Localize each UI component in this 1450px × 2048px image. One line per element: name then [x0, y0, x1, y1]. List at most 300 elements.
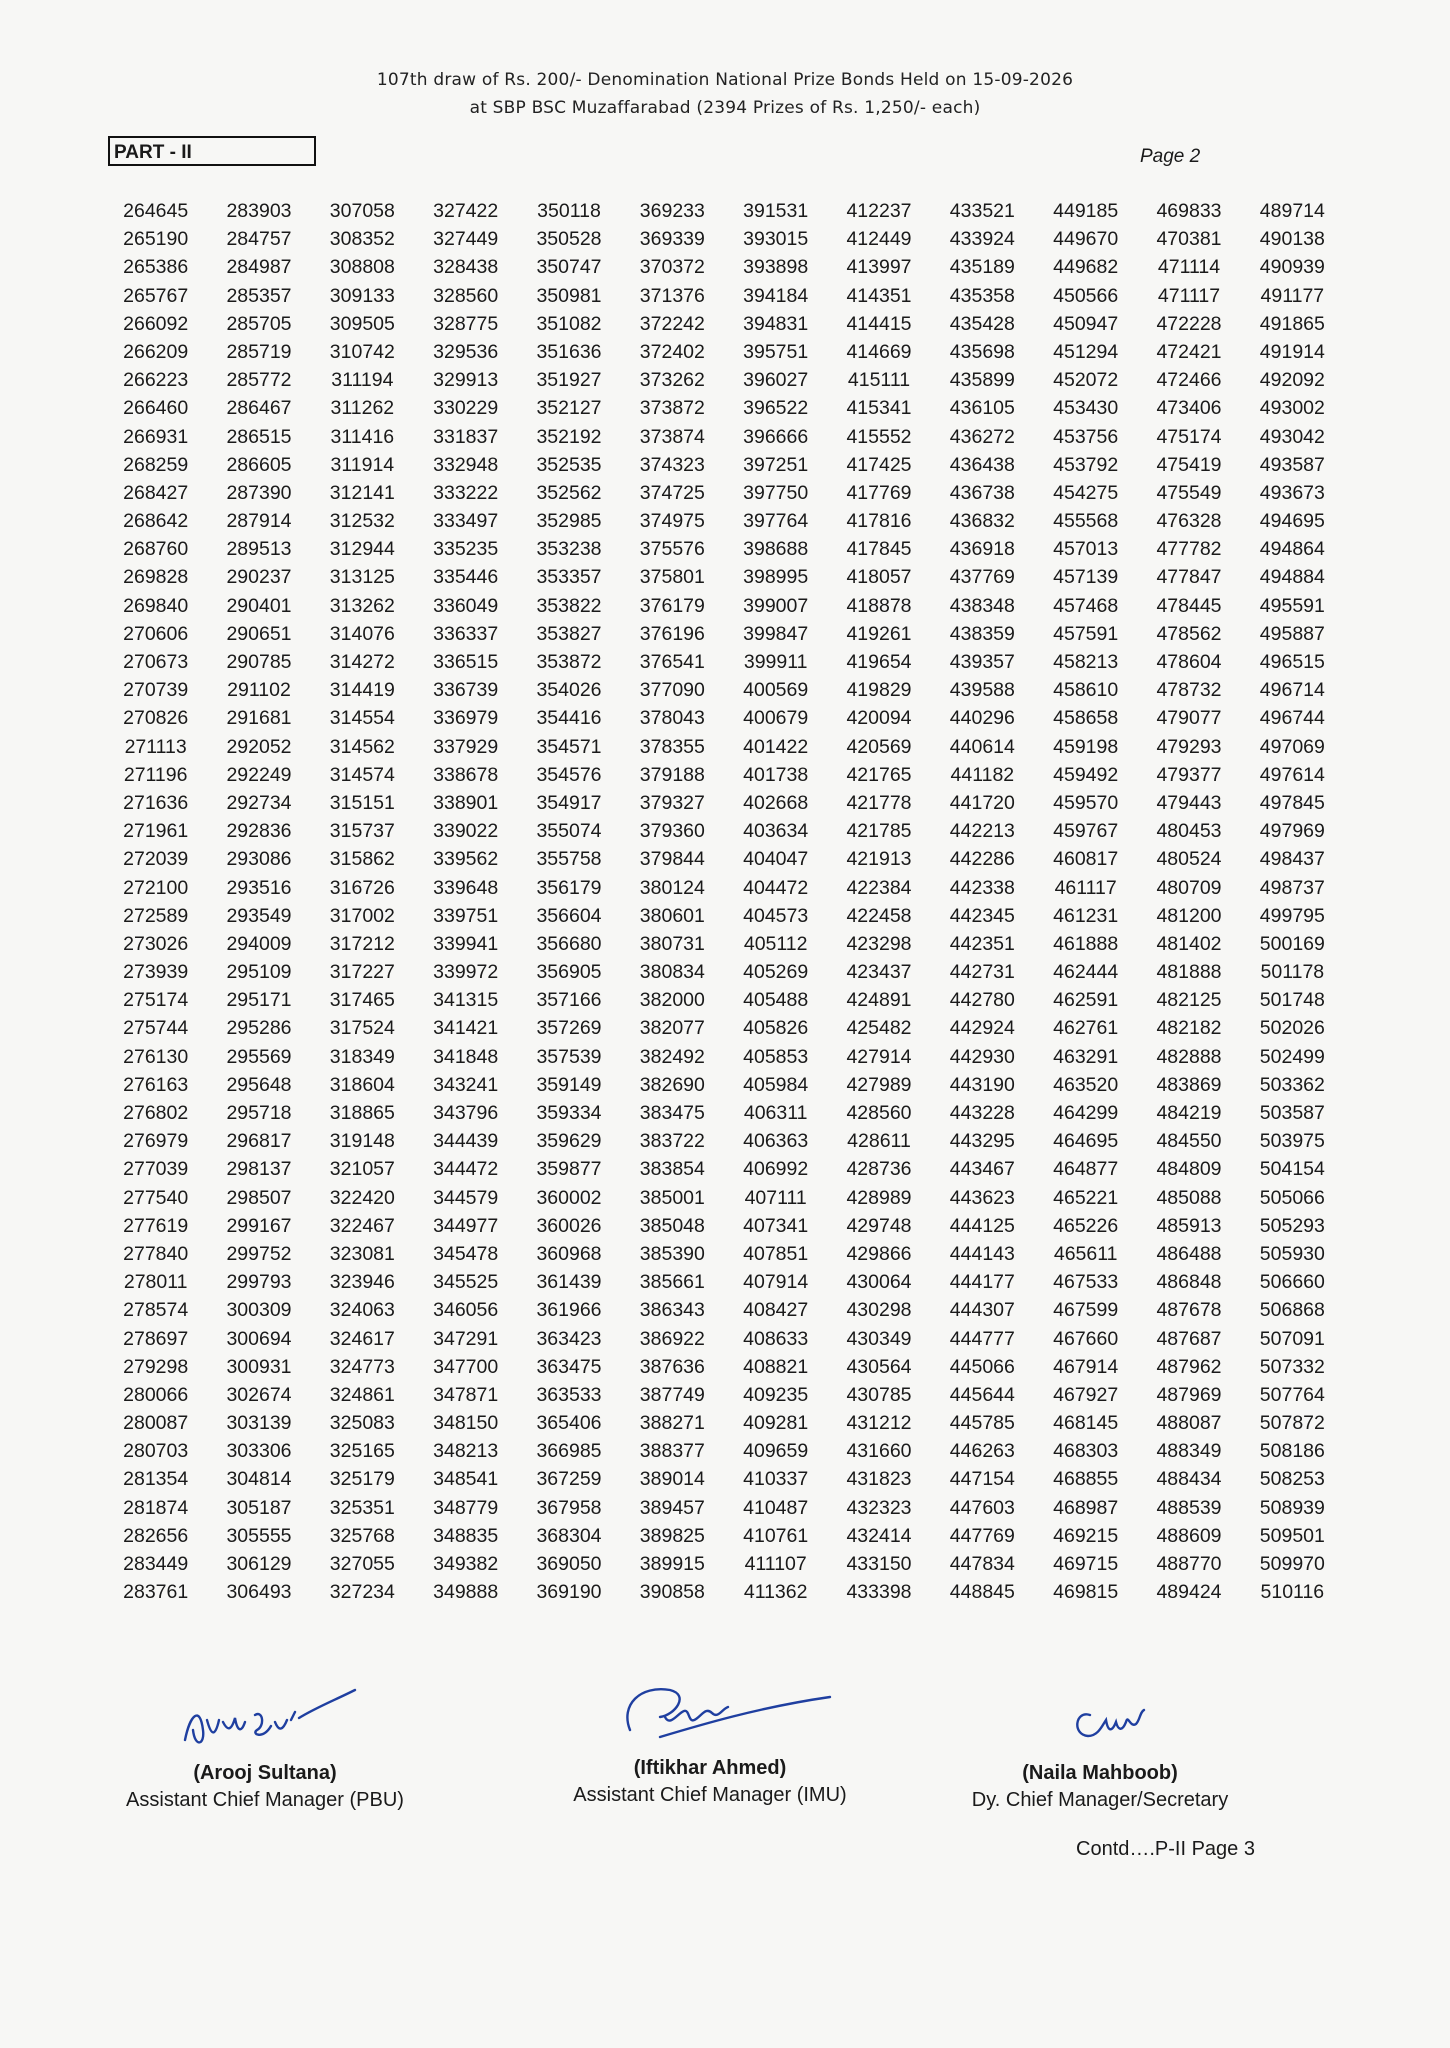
prize-bond-number: 484219: [1156, 1102, 1222, 1124]
prize-bond-number: 335235: [433, 538, 499, 561]
prize-bond-number: 312944: [329, 538, 395, 561]
prize-bond-number: 464299: [1053, 1102, 1119, 1124]
prize-bond-number: 400679: [743, 707, 809, 730]
prize-bond-number: 324773: [329, 1355, 395, 1378]
prize-bond-number: 265386: [123, 256, 189, 279]
prize-bond-number: 314076: [329, 622, 395, 645]
prize-bond-number: 287390: [226, 481, 292, 504]
prize-bond-number: 295569: [226, 1045, 292, 1068]
prize-bond-number: 507872: [1259, 1412, 1325, 1435]
prize-bond-number: 280087: [123, 1412, 189, 1435]
prize-bond-number: 341315: [433, 989, 499, 1012]
prize-bond-number: 357166: [536, 989, 602, 1012]
prize-bond-number: 449682: [1053, 256, 1119, 279]
prize-bond-number: 420569: [846, 735, 912, 758]
prize-bond-number: 275744: [123, 1017, 189, 1040]
prize-bond-number: 314574: [329, 763, 395, 786]
prize-bond-number: 276802: [123, 1102, 189, 1124]
number-column: [1034, 197, 1137, 1606]
prize-bond-number: 449670: [1053, 228, 1119, 251]
prize-bond-number: 271636: [123, 791, 189, 814]
prize-bond-number: 394831: [743, 312, 809, 335]
prize-bond-number: 443623: [949, 1186, 1015, 1209]
prize-bond-number: 387749: [639, 1383, 705, 1406]
prize-bond-number: 285357: [226, 284, 292, 307]
prize-bond-number: 419829: [846, 679, 912, 702]
prize-bond-number: 305187: [226, 1496, 292, 1519]
prize-bond-number: 431823: [846, 1468, 912, 1491]
prize-bond-number: 497969: [1259, 820, 1325, 843]
prize-bond-number: 480709: [1156, 876, 1222, 899]
prize-bond-number: 336979: [433, 707, 499, 730]
prize-bond-number: 298137: [226, 1158, 292, 1181]
prize-bond-number: 339972: [433, 961, 499, 984]
prize-bond-number: 386343: [639, 1299, 705, 1322]
prize-bond-number: 478604: [1156, 651, 1222, 673]
prize-bond-number: 330229: [433, 397, 499, 420]
prize-bond-number: 492092: [1259, 369, 1325, 392]
prize-bond-number: 406363: [743, 1130, 809, 1153]
prize-bond-number: 379327: [639, 791, 705, 814]
prize-bond-number: 444777: [949, 1327, 1015, 1350]
prize-bond-number: 283903: [226, 200, 292, 222]
prize-bond-number: 494695: [1259, 510, 1325, 533]
prize-bond-number: 423437: [846, 961, 912, 984]
prize-bond-number: 481888: [1156, 961, 1222, 984]
prize-bond-number: 465611: [1053, 1242, 1118, 1265]
prize-bond-number: 491865: [1259, 312, 1325, 335]
prize-bond-number: 417769: [846, 481, 912, 504]
prize-bond-number: 493042: [1259, 425, 1325, 448]
prize-bond-number: 376196: [639, 622, 705, 645]
prize-bond-number: 290401: [226, 594, 292, 617]
prize-bond-number: 487969: [1156, 1383, 1222, 1406]
prize-bond-number: 282656: [123, 1524, 189, 1547]
prize-bond-number: 329536: [433, 340, 499, 363]
prize-bond-number: 351927: [536, 369, 602, 392]
prize-bond-number: 298507: [226, 1186, 292, 1209]
prize-bond-number: 478562: [1156, 622, 1222, 645]
prize-bond-number: 273026: [123, 932, 189, 955]
prize-bond-number: 327055: [329, 1553, 395, 1575]
prize-bond-number: 276979: [123, 1130, 189, 1153]
prize-bond-number: 448845: [949, 1581, 1015, 1604]
prize-bond-number: 304814: [226, 1468, 292, 1491]
prize-bond-number: 443190: [949, 1073, 1015, 1096]
prize-bond-number: 481402: [1156, 932, 1222, 955]
prize-bond-number: 411107: [744, 1553, 807, 1575]
number-column: [207, 197, 310, 1606]
prize-bond-number: 478732: [1156, 679, 1222, 702]
prize-bond-number: 290651: [226, 622, 292, 645]
prize-bond-number: 299167: [226, 1214, 292, 1237]
prize-bond-number: 345525: [433, 1271, 499, 1294]
signature-image-1: [145, 1660, 385, 1760]
prize-bond-number: 427989: [846, 1073, 912, 1096]
prize-bond-number: 325165: [329, 1440, 395, 1463]
prize-bond-number: 446263: [949, 1440, 1015, 1463]
prize-bond-number: 459767: [1053, 820, 1119, 843]
prize-bond-number: 439588: [949, 679, 1015, 702]
prize-bond-number: 283449: [123, 1553, 189, 1575]
prize-bond-number: 444307: [949, 1299, 1015, 1322]
prize-bond-number: 269840: [123, 594, 189, 617]
prize-bond-number: 390858: [639, 1581, 705, 1604]
prize-bond-number: 472228: [1156, 312, 1222, 335]
prize-bond-number: 352127: [536, 397, 602, 420]
prize-bond-number: 407111: [744, 1186, 807, 1209]
prize-bond-number: 436438: [949, 453, 1015, 476]
prize-bond-number: 352562: [536, 481, 602, 504]
prize-bond-number: 395751: [743, 340, 809, 363]
prize-bond-number: 409281: [743, 1412, 809, 1435]
prize-bond-number: 453792: [1053, 453, 1119, 476]
prize-bond-number: 317002: [329, 904, 395, 927]
prize-bond-number: 442930: [949, 1045, 1015, 1068]
number-column: [517, 197, 620, 1606]
prize-bond-number: 284987: [226, 256, 292, 279]
prize-bond-number: 428736: [846, 1158, 912, 1181]
prize-bond-number: 352535: [536, 453, 602, 476]
prize-bond-number: 284757: [226, 228, 292, 251]
prize-bond-number: 486848: [1156, 1271, 1222, 1294]
prize-bond-number: 435899: [949, 369, 1015, 392]
prize-bond-number: 401422: [743, 735, 809, 758]
prize-bond-number: 424891: [846, 989, 912, 1012]
prize-bond-number: 467914: [1053, 1355, 1119, 1378]
prize-bond-number: 319148: [329, 1130, 395, 1153]
prize-bond-number: 490138: [1259, 228, 1325, 251]
prize-bond-number: 333222: [433, 481, 499, 504]
prize-bond-number: 345478: [433, 1242, 499, 1265]
prize-bond-number: 414351: [846, 284, 912, 307]
prize-bond-number: 341421: [433, 1017, 499, 1040]
prize-bond-number: 306129: [226, 1553, 292, 1575]
prize-bond-number: 412237: [846, 200, 912, 222]
prize-bond-number: 468987: [1053, 1496, 1119, 1519]
number-column: [621, 197, 724, 1606]
prize-bond-number: 318865: [329, 1102, 395, 1124]
prize-bond-number: 429748: [846, 1214, 912, 1237]
prize-bond-number: 383722: [639, 1130, 705, 1153]
signatory-title-2: Assistant Chief Manager (IMU): [573, 1784, 847, 1806]
prize-bond-number: 292836: [226, 820, 292, 843]
prize-bond-number: 366985: [536, 1440, 602, 1463]
prize-bond-number: 272100: [123, 876, 189, 899]
prize-bond-number: 444143: [949, 1242, 1015, 1265]
prize-bond-number: 264645: [123, 200, 189, 222]
prize-bond-number: 421765: [846, 763, 912, 786]
prize-bond-number: 432323: [846, 1496, 912, 1519]
prize-bond-number: 348150: [433, 1412, 499, 1435]
prize-bond-number: 290785: [226, 651, 292, 673]
prize-bond-number: 405488: [743, 989, 809, 1012]
prize-bond-number: 480524: [1156, 848, 1222, 871]
prize-bond-number: 295109: [226, 961, 292, 984]
prize-bond-number: 325768: [329, 1524, 395, 1547]
prize-bond-number: 303139: [226, 1412, 292, 1435]
prize-bond-number: 486488: [1156, 1242, 1222, 1265]
prize-bond-number: 266223: [123, 369, 189, 392]
prize-bond-number: 447154: [949, 1468, 1015, 1491]
prize-bond-number: 405984: [743, 1073, 809, 1096]
prize-bond-number: 457139: [1053, 566, 1119, 589]
prize-bond-number: 285772: [226, 369, 292, 392]
prize-bond-number: 475549: [1156, 481, 1222, 504]
prize-bond-number: 429866: [846, 1242, 912, 1265]
prize-bond-number: 349382: [433, 1553, 499, 1575]
prize-bond-number: 500169: [1259, 932, 1325, 955]
prize-bond-number: 373262: [639, 369, 705, 392]
prize-bond-number: 312141: [329, 481, 395, 504]
prize-bond-number: 441182: [950, 763, 1015, 786]
prize-bond-number: 458610: [1053, 679, 1119, 702]
part-label: PART - II: [108, 136, 316, 166]
prize-bond-number: 433150: [846, 1553, 912, 1575]
prize-bond-number: 428989: [846, 1186, 912, 1209]
prize-bond-number: 464877: [1053, 1158, 1119, 1181]
prize-bond-number: 436832: [949, 510, 1015, 533]
prize-bond-number: 278574: [123, 1299, 189, 1322]
prize-bond-number: 311914: [330, 453, 395, 476]
prize-bond-number: 278697: [123, 1327, 189, 1350]
prize-bond-number: 359149: [536, 1073, 602, 1096]
prize-bond-number: 350747: [536, 256, 602, 279]
prize-bond-number: 510116: [1260, 1581, 1325, 1604]
prize-bond-number: 484809: [1156, 1158, 1222, 1181]
prize-bond-number: 356179: [536, 876, 602, 899]
prize-bond-number: 410337: [743, 1468, 809, 1491]
prize-bond-number: 442351: [949, 932, 1015, 955]
prize-bond-number: 435428: [949, 312, 1015, 335]
prize-bond-number: 360002: [536, 1186, 602, 1209]
prize-bond-number: 314272: [329, 651, 395, 673]
prize-bond-number: 491177: [1260, 284, 1325, 307]
prize-bond-number: 382492: [639, 1045, 705, 1068]
prize-bond-number: 335446: [433, 566, 499, 589]
prize-bond-number: 444177: [949, 1271, 1015, 1294]
prize-bond-number: 447769: [949, 1524, 1015, 1547]
prize-bond-number: 389457: [639, 1496, 705, 1519]
prize-bond-number: 402668: [743, 791, 809, 814]
prize-bond-number: 397750: [743, 481, 809, 504]
prize-bond-number: 323946: [329, 1271, 395, 1294]
prize-bond-number: 432414: [846, 1524, 912, 1547]
prize-bond-number: 469715: [1053, 1553, 1119, 1575]
prize-bond-number: 458213: [1053, 651, 1119, 673]
prize-bond-number: 503362: [1259, 1073, 1325, 1096]
prize-bond-number: 496515: [1259, 651, 1325, 673]
prize-bond-number: 375576: [639, 538, 705, 561]
prize-bond-number: 367958: [536, 1496, 602, 1519]
prize-bond-number: 503587: [1259, 1102, 1325, 1124]
prize-bond-number: 354571: [536, 735, 602, 758]
prize-bond-number: 442345: [949, 904, 1015, 927]
prize-bond-number: 457468: [1053, 594, 1119, 617]
prize-bond-number: 497614: [1259, 763, 1325, 786]
prize-bond-number: 324617: [329, 1327, 395, 1350]
prize-bond-number: 407914: [743, 1271, 809, 1294]
prize-bond-number: 311194: [331, 369, 394, 392]
prize-bond-number: 317465: [329, 989, 395, 1012]
prize-bond-number: 385001: [639, 1186, 705, 1209]
prize-bond-number: 417425: [846, 453, 912, 476]
prize-bond-number: 430064: [846, 1271, 912, 1294]
prize-bond-number: 338901: [433, 791, 499, 814]
prize-bond-number: 394184: [743, 284, 809, 307]
prize-number-table: [104, 197, 1344, 1606]
prize-bond-number: 268642: [123, 510, 189, 533]
prize-bond-number: 488434: [1156, 1468, 1222, 1491]
prize-bond-number: 327449: [433, 228, 499, 251]
prize-bond-number: 407851: [743, 1242, 809, 1265]
prize-bond-number: 506868: [1259, 1299, 1325, 1322]
prize-bond-number: 269828: [123, 566, 189, 589]
prize-bond-number: 445066: [949, 1355, 1015, 1378]
prize-bond-number: 479443: [1156, 791, 1222, 814]
prize-bond-number: 357269: [536, 1017, 602, 1040]
signatory-title-3: Dy. Chief Manager/Secretary: [971, 1789, 1229, 1811]
prize-bond-number: 313262: [329, 594, 395, 617]
prize-bond-number: 497845: [1259, 791, 1325, 814]
prize-bond-number: 431660: [846, 1440, 912, 1463]
prize-bond-number: 369190: [536, 1581, 602, 1604]
prize-bond-number: 427914: [846, 1045, 912, 1068]
prize-bond-number: 475419: [1156, 453, 1222, 476]
prize-bond-number: 323081: [329, 1242, 395, 1265]
prize-bond-number: 458658: [1053, 707, 1119, 730]
prize-bond-number: 318604: [329, 1073, 395, 1096]
prize-bond-number: 379360: [639, 820, 705, 843]
prize-bond-number: 494864: [1259, 538, 1325, 561]
prize-bond-number: 414415: [846, 312, 912, 335]
signature-block-2: [520, 1655, 900, 1809]
prize-bond-number: 493002: [1259, 397, 1325, 420]
prize-bond-number: 348779: [433, 1496, 499, 1519]
prize-bond-number: 373872: [639, 397, 705, 420]
prize-bond-number: 484550: [1156, 1130, 1222, 1153]
prize-bond-number: 481200: [1156, 904, 1222, 927]
prize-bond-number: 376179: [639, 594, 705, 617]
prize-bond-number: 272589: [123, 904, 189, 927]
prize-bond-number: 460817: [1053, 848, 1119, 871]
prize-bond-number: 325083: [329, 1412, 395, 1435]
prize-bond-number: 447603: [949, 1496, 1015, 1519]
prize-bond-number: 371376: [639, 284, 705, 307]
prize-bond-number: 361439: [536, 1271, 602, 1294]
prize-bond-number: 472466: [1156, 369, 1222, 392]
prize-bond-number: 354917: [536, 791, 602, 814]
prize-bond-number: 315151: [329, 791, 395, 814]
prize-bond-number: 405853: [743, 1045, 809, 1068]
prize-bond-number: 408427: [743, 1299, 809, 1322]
prize-bond-number: 443467: [949, 1158, 1015, 1181]
prize-bond-number: 478445: [1156, 594, 1222, 617]
prize-bond-number: 438359: [949, 622, 1015, 645]
prize-bond-number: 295286: [226, 1017, 292, 1040]
prize-bond-number: 459492: [1053, 763, 1119, 786]
prize-bond-number: 407341: [743, 1214, 809, 1237]
prize-bond-number: 310742: [329, 340, 395, 363]
prize-bond-number: 268259: [123, 453, 189, 476]
prize-bond-number: 476328: [1156, 510, 1222, 533]
signature-block-1: [95, 1660, 435, 1814]
prize-bond-number: 442731: [949, 961, 1015, 984]
prize-bond-number: 430349: [846, 1327, 912, 1350]
prize-bond-number: 443228: [949, 1102, 1015, 1124]
number-column: [931, 197, 1034, 1606]
prize-bond-number: 442338: [949, 876, 1015, 899]
prize-bond-number: 433924: [949, 228, 1015, 251]
prize-bond-number: 461888: [1053, 932, 1119, 955]
prize-bond-number: 385390: [639, 1242, 705, 1265]
prize-bond-number: 322420: [329, 1186, 395, 1209]
prize-bond-number: 325351: [329, 1496, 395, 1519]
prize-bond-number: 266209: [123, 340, 189, 363]
prize-bond-number: 391531: [743, 200, 809, 222]
prize-bond-number: 271113: [124, 735, 187, 758]
prize-bond-number: 408821: [743, 1355, 809, 1378]
prize-bond-number: 370372: [639, 256, 705, 279]
prize-bond-number: 433521: [949, 200, 1015, 222]
prize-bond-number: 357539: [536, 1045, 602, 1068]
prize-bond-number: 485913: [1156, 1214, 1222, 1237]
prize-bond-number: 504154: [1259, 1158, 1325, 1181]
prize-bond-number: 277619: [123, 1214, 189, 1237]
prize-bond-number: 369339: [639, 228, 705, 251]
prize-bond-number: 351636: [536, 340, 602, 363]
prize-bond-number: 271961: [123, 820, 189, 843]
prize-bond-number: 467927: [1053, 1383, 1119, 1406]
prize-bond-number: 396027: [743, 369, 809, 392]
prize-bond-number: 488609: [1156, 1524, 1222, 1547]
prize-bond-number: 442924: [949, 1017, 1015, 1040]
prize-bond-number: 353822: [536, 594, 602, 617]
prize-bond-number: 414669: [846, 340, 912, 363]
prize-bond-number: 348835: [433, 1524, 499, 1547]
prize-bond-number: 270826: [123, 707, 189, 730]
prize-bond-number: 271196: [123, 763, 188, 786]
prize-bond-number: 403634: [743, 820, 809, 843]
prize-bond-number: 336739: [433, 679, 499, 702]
number-column: [414, 197, 517, 1606]
prize-bond-number: 479377: [1156, 763, 1222, 786]
prize-bond-number: 461117: [1054, 876, 1117, 899]
prize-bond-number: 468855: [1053, 1468, 1119, 1491]
prize-bond-number: 487678: [1156, 1299, 1222, 1322]
prize-bond-number: 491914: [1259, 340, 1325, 363]
prize-bond-number: 430564: [846, 1355, 912, 1378]
prize-bond-number: 373874: [639, 425, 705, 448]
prize-bond-number: 359334: [536, 1102, 602, 1124]
prize-bond-number: 265767: [123, 284, 189, 307]
prize-bond-number: 328560: [433, 284, 499, 307]
prize-bond-number: 444125: [949, 1214, 1015, 1237]
prize-bond-number: 380731: [639, 932, 705, 955]
prize-bond-number: 385661: [639, 1271, 705, 1294]
prize-bond-number: 449185: [1053, 200, 1119, 222]
prize-bond-number: 457013: [1053, 538, 1119, 561]
prize-bond-number: 359629: [536, 1130, 602, 1153]
prize-bond-number: 440296: [949, 707, 1015, 730]
prize-bond-number: 417845: [846, 538, 912, 561]
prize-bond-number: 355758: [536, 848, 602, 871]
prize-bond-number: 421778: [846, 791, 912, 814]
prize-bond-number: 404047: [743, 848, 809, 871]
prize-bond-number: 418878: [846, 594, 912, 617]
prize-bond-number: 272039: [123, 848, 189, 871]
prize-bond-number: 266931: [123, 425, 189, 448]
